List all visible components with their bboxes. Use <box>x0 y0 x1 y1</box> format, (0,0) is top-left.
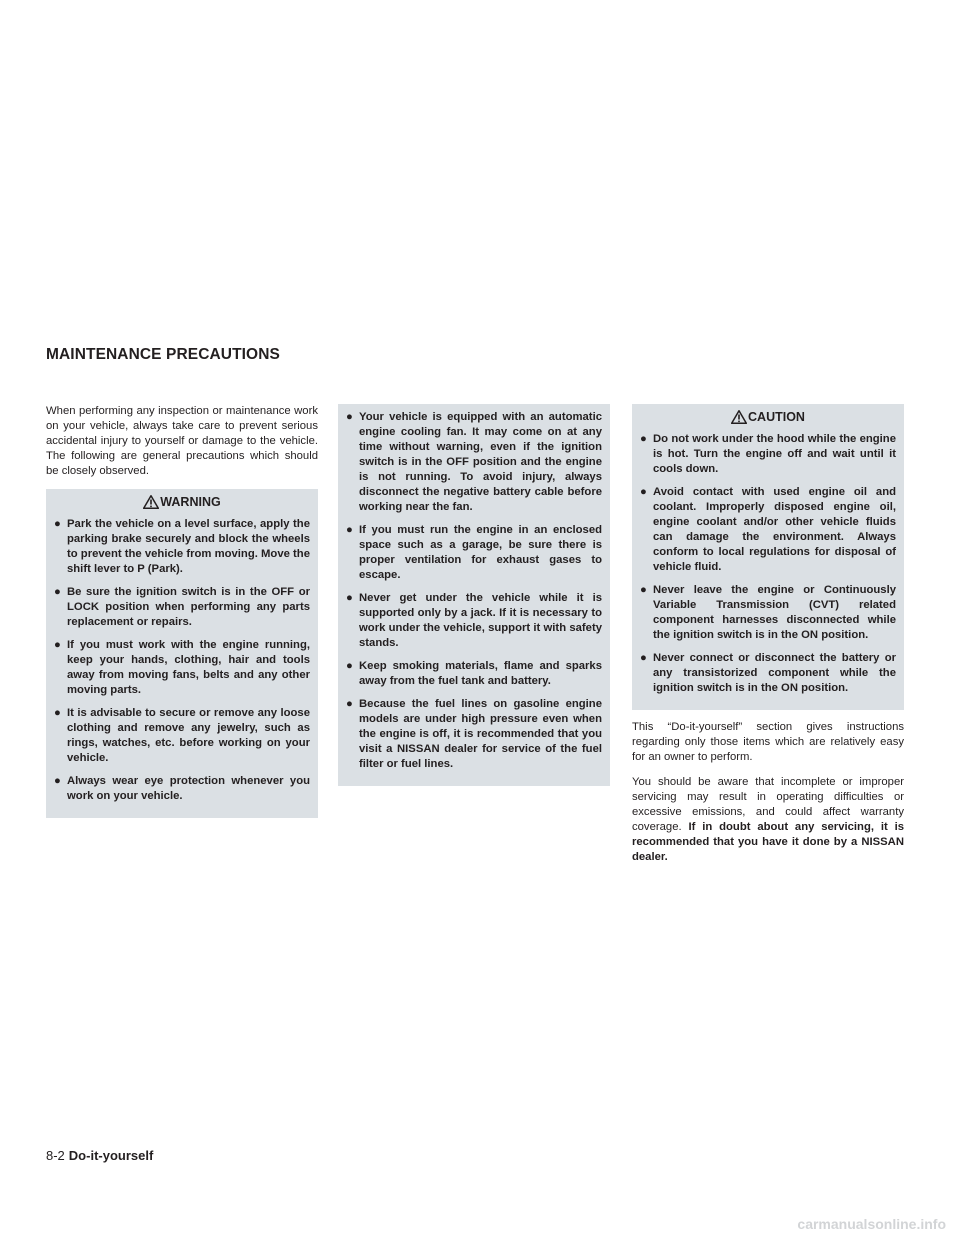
bullet-icon: ● <box>54 639 61 651</box>
column-left <box>46 404 318 818</box>
caution-box <box>632 404 904 710</box>
watermark: carmanualsonline.info <box>797 1216 946 1232</box>
list-item: ● Keep smoking materials, flame and sparks away from the fuel tank and battery. <box>346 660 602 687</box>
bullet-icon: ● <box>54 775 61 787</box>
warning-list-continued <box>346 410 602 772</box>
list-item: ● If you must run the engine in an enclosed space such as a garage, be sure there is proper ventilation for exhaust gases to escape. <box>346 524 602 581</box>
servicing-paragraph: You should be aware that incomplete or improper servicing may result in operating difficulties or excessive emissions, and could affect warranty coverage. If in doubt about any servicing, it is recommended that you have it done by a NISSAN dealer. <box>632 776 905 863</box>
list-item: ● Never get under the vehicle while it is supported only by a jack. If it is necessary to work under the vehicle, support it with safety stands. <box>346 592 602 649</box>
caution-header <box>640 406 896 432</box>
section-name: Do-it-yourself <box>68 1148 154 1163</box>
dealer-advice: If in doubt about any servicing, it is recommended that you have it done by a NISSAN dealer. <box>632 821 905 863</box>
warning-triangle-icon <box>731 410 747 424</box>
caution-list <box>640 432 896 696</box>
warning-header <box>54 491 310 517</box>
page-footer <box>46 1148 153 1163</box>
bullet-icon: ● <box>346 524 353 536</box>
bullet-icon: ● <box>54 586 61 598</box>
list-item: ● Because the fuel lines on gasoline engine models are under high pressure even when the engine is off, it is recommended that you visit a NISSAN dealer for service of the fuel filter or fuel lines. <box>346 698 602 770</box>
warning-triangle-icon <box>143 495 159 509</box>
warning-list <box>54 517 310 804</box>
list-item: ● It is advisable to secure or remove any loose clothing and remove any jewelry, such as rings, watches, etc. before working on your vehicle. <box>54 707 310 764</box>
warning-box-continued <box>338 404 610 786</box>
intro-paragraph: When performing any inspection or maintenance work on your vehicle, always take care to prevent serious accidental injury to yourself or damage to the vehicle. The following are general precautions which should be closely observed. <box>46 405 318 477</box>
list-item: ● If you must work with the engine running, keep your hands, clothing, hair and tools away from moving fans, belts and any other moving parts. <box>54 639 310 696</box>
scope-paragraph: This “Do-it-yourself” section gives instructions regarding only those items which are relatively easy for an owner to perform. <box>632 721 904 763</box>
list-item: ● Never connect or disconnect the battery or any transistorized component while the ignition switch is in the ON position. <box>640 652 896 694</box>
page-title: MAINTENANCE PRECAUTIONS <box>46 346 280 363</box>
bullet-icon: ● <box>640 584 647 596</box>
caution-title: CAUTION <box>748 410 805 424</box>
warning-box <box>46 489 318 818</box>
list-item: ● Your vehicle is equipped with an automatic engine cooling fan. It may come on at any time without warning, even if the ignition switch is in the OFF position and the engine is not running. To avoid injury, always disconnect the negative battery cable before working near the fan. <box>346 411 602 513</box>
list-item: ● Avoid contact with used engine oil and coolant. Improperly disposed engine oil, engine coolant and/or other vehicle fluids can damage the environment. Always conform to local regulations for disposal of vehicle fluid. <box>640 486 896 573</box>
bullet-icon: ● <box>346 660 353 672</box>
bullet-icon: ● <box>346 592 353 604</box>
bullet-icon: ● <box>640 486 647 498</box>
column-middle <box>338 404 610 786</box>
list-item: ● Do not work under the hood while the engine is hot. Turn the engine off and wait until it cools down. <box>640 433 896 475</box>
list-item: ● Park the vehicle on a level surface, apply the parking brake securely and block the wheels to prevent the vehicle from moving. Move the shift lever to P (Park). <box>54 518 310 575</box>
column-right <box>632 404 904 875</box>
list-item: ● Never leave the engine or Continuously Variable Transmission (CVT) related component harnesses disconnected while the ignition switch is in the ON position. <box>640 584 896 641</box>
bullet-icon: ● <box>346 698 353 710</box>
bullet-icon: ● <box>640 433 647 445</box>
list-item: ● Be sure the ignition switch is in the OFF or LOCK position when performing any parts replacement or repairs. <box>54 586 310 628</box>
list-item: ● Always wear eye protection whenever you work on your vehicle. <box>54 775 310 802</box>
bullet-icon: ● <box>640 652 647 664</box>
bullet-icon: ● <box>346 411 353 423</box>
warning-title: WARNING <box>160 495 221 509</box>
bullet-icon: ● <box>54 518 61 530</box>
bullet-icon: ● <box>54 707 61 719</box>
page-number: 8-2 <box>46 1148 65 1163</box>
